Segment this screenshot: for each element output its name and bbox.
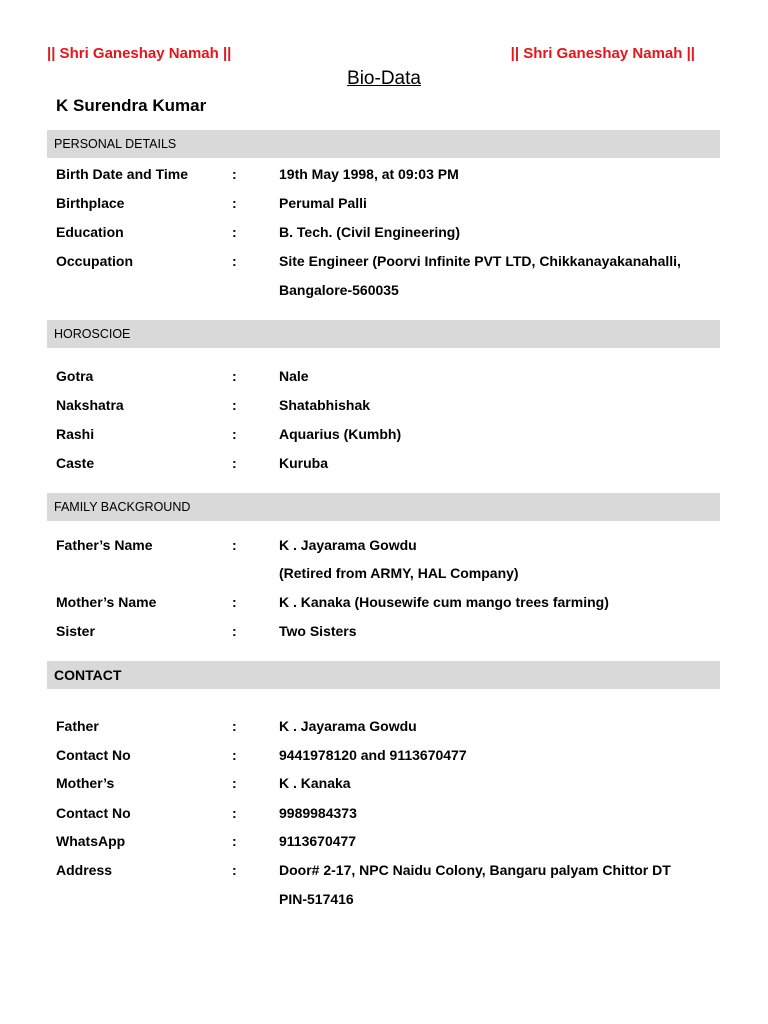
detail-separator: : — [232, 253, 237, 269]
detail-value: Door# 2-17, NPC Naidu Colony, Bangaru palyam Chittor DT — [279, 862, 671, 878]
detail-separator: : — [232, 594, 237, 610]
detail-separator: : — [232, 397, 237, 413]
detail-label: Gotra — [56, 368, 94, 384]
detail-label: Mother’s — [56, 775, 115, 791]
detail-separator: : — [232, 426, 237, 442]
section-heading-contact: CONTACT — [47, 661, 720, 689]
detail-separator: : — [232, 224, 237, 240]
detail-value: K . Kanaka (Housewife cum mango trees farming) — [279, 594, 609, 610]
section-heading-personal: PERSONAL DETAILS — [47, 130, 720, 158]
section-heading-horoscope: HOROSCIOE — [47, 320, 720, 348]
detail-row-father-name — [56, 537, 716, 559]
detail-separator: : — [232, 368, 237, 384]
detail-value: K . Kanaka — [279, 775, 351, 791]
detail-label: Education — [56, 224, 124, 240]
detail-value: 9989984373 — [279, 805, 357, 821]
detail-row-mother-name — [56, 594, 716, 616]
detail-row-mother-contact-name — [56, 775, 716, 797]
detail-label: Occupation — [56, 253, 134, 269]
detail-label: WhatsApp — [56, 833, 126, 849]
detail-value-continued: (Retired from ARMY, HAL Company) — [279, 565, 519, 581]
detail-separator: : — [232, 862, 237, 878]
detail-row-nakshatra — [56, 397, 716, 419]
detail-separator: : — [232, 195, 237, 211]
detail-label: Contact No — [56, 805, 131, 821]
detail-value: 9113670477 — [279, 833, 357, 849]
detail-row-birthplace — [56, 195, 716, 217]
detail-row-occupation-cont — [56, 282, 716, 304]
detail-separator: : — [232, 805, 237, 821]
detail-separator: : — [232, 455, 237, 471]
detail-value: Aquarius (Kumbh) — [279, 426, 402, 442]
detail-value: Site Engineer (Poorvi Infinite PVT LTD, Chikkanayakanahalli, — [279, 253, 681, 269]
detail-separator: : — [232, 718, 237, 734]
detail-row-father-contact-name — [56, 718, 716, 740]
detail-value: 19th May 1998, at 09:03 PM — [279, 166, 459, 182]
detail-label: Caste — [56, 455, 95, 471]
detail-value: Two Sisters — [279, 623, 357, 639]
detail-separator: : — [232, 747, 237, 763]
detail-separator: : — [232, 166, 237, 182]
detail-row-address-cont — [56, 891, 716, 913]
detail-label: Father’s Name — [56, 537, 153, 553]
person-name: K Surendra Kumar — [56, 96, 207, 115]
detail-value: Nale — [279, 368, 309, 384]
invocation-right: || Shri Ganeshay Namah || — [510, 45, 695, 62]
detail-row-whatsapp — [56, 833, 716, 855]
document-title: Bio-Data — [347, 68, 421, 89]
detail-label: Nakshatra — [56, 397, 124, 413]
detail-separator: : — [232, 537, 237, 553]
detail-label: Rashi — [56, 426, 95, 442]
detail-value-continued: Bangalore-560035 — [279, 282, 399, 298]
detail-row-rashi — [56, 426, 716, 448]
detail-value: Shatabhishak — [279, 397, 371, 413]
detail-value: K . Jayarama Gowdu — [279, 537, 417, 553]
detail-row-caste — [56, 455, 716, 477]
detail-separator: : — [232, 775, 237, 791]
detail-label: Birthplace — [56, 195, 125, 211]
detail-row-mother-contact-no — [56, 805, 716, 827]
section-heading-family: FAMILY BACKGROUND — [47, 493, 720, 521]
detail-row-birth-date — [56, 166, 716, 188]
detail-separator: : — [232, 833, 237, 849]
detail-value-continued: PIN-517416 — [279, 891, 354, 907]
detail-row-occupation — [56, 253, 716, 275]
detail-label: Address — [56, 862, 113, 878]
detail-row-gotra — [56, 368, 716, 390]
detail-label: Contact No — [56, 747, 131, 763]
detail-value: B. Tech. (Civil Engineering) — [279, 224, 460, 240]
detail-row-father-contact-no — [56, 747, 716, 769]
detail-label: Sister — [56, 623, 95, 639]
detail-row-education — [56, 224, 716, 246]
detail-label: Birth Date and Time — [56, 166, 188, 182]
detail-value: 9441978120 and 9113670477 — [279, 747, 467, 763]
detail-row-father-name-cont — [56, 565, 716, 587]
detail-row-sister — [56, 623, 716, 645]
detail-separator: : — [232, 623, 237, 639]
detail-value: Kuruba — [279, 455, 328, 471]
invocation-left: || Shri Ganeshay Namah || — [47, 45, 232, 62]
detail-label: Father — [56, 718, 99, 734]
detail-value: K . Jayarama Gowdu — [279, 718, 417, 734]
detail-row-address — [56, 862, 716, 884]
detail-value: Perumal Palli — [279, 195, 367, 211]
detail-label: Mother’s Name — [56, 594, 157, 610]
